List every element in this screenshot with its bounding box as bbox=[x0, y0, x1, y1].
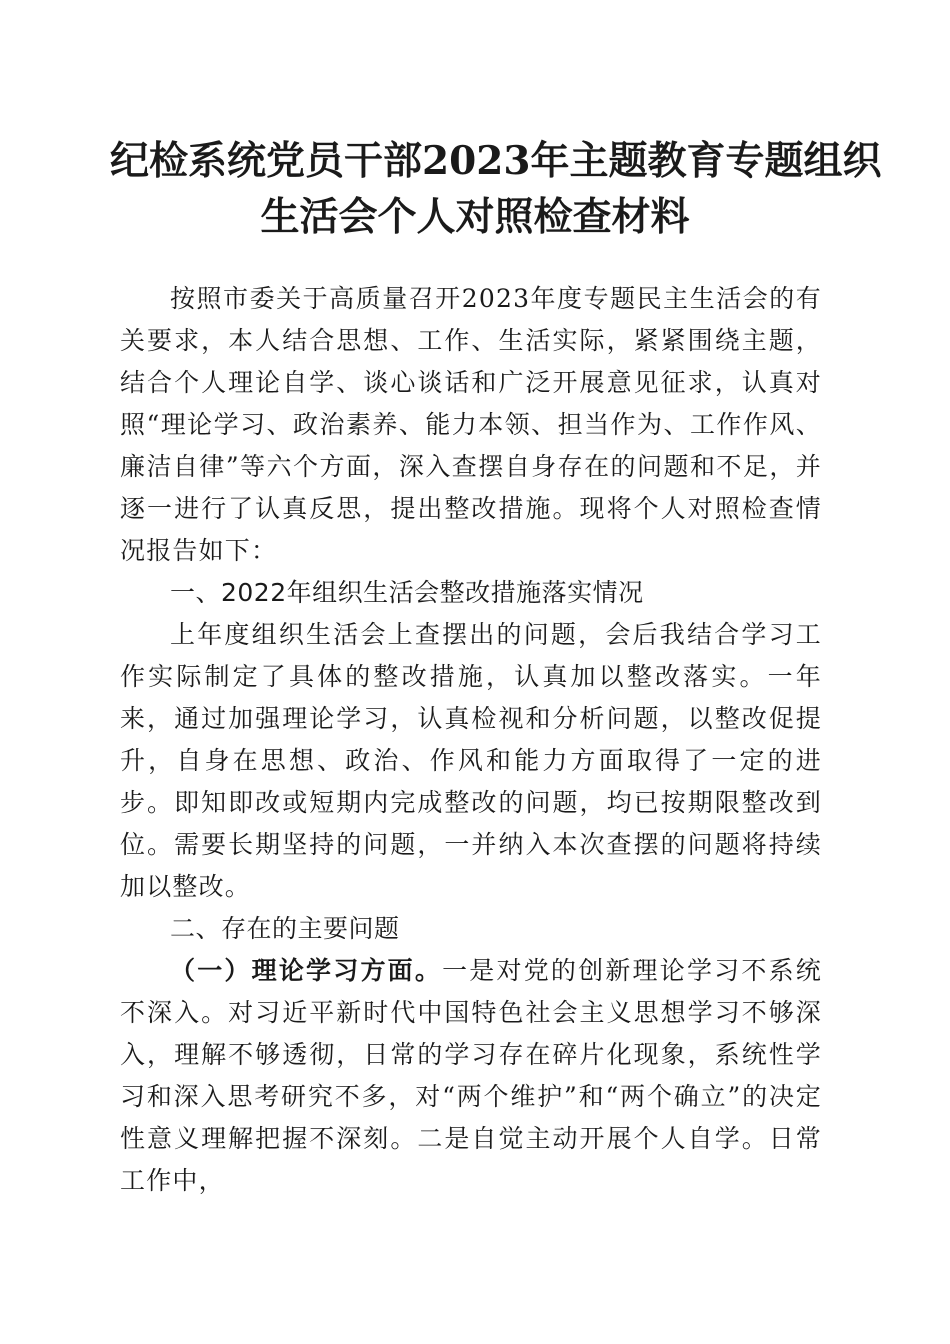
subsection-1-text: 一是对党的创新理论学习不系统不深入。对习近平新时代中国特色社会主义思想学习不够深入，理解不够透彻，日常的学习存在碎片化现象，系统性学习和深入思考研究不多，对“两个维护”和“两个确立”的决定性意义理解把握不深刻。二是自觉主动开展个人自学。日常工作中， bbox=[120, 956, 822, 1195]
section-1-paragraph: 上年度组织生活会上查摆出的问题，会后我结合学习工作实际制定了具体的整改措施，认真加以整改落实。一年来，通过加强理论学习，认真检视和分析问题，以整改促提升，自身在思想、政治、作风和能力方面取得了一定的进步。即知即改或短期内完成整改的问题，均已按期限整改到位。需要长期坚持的问题，一并纳入本次查摆的问题将持续加以整改。 bbox=[120, 620, 822, 901]
subsection-1-lead: （一）理论学习方面。 bbox=[170, 956, 443, 985]
intro-paragraph: 按照市委关于高质量召开2023年度专题民主生活会的有关要求，本人结合思想、工作、生活实际，紧紧围绕主题，结合个人理论自学、谈心谈话和广泛开展意见征求，认真对照“理论学习、政治素养、能力本领、担当作为、工作作风、廉洁自律”等六个方面，深入查摆自身存在的问题和不足，并逐一进行了认真反思，提出整改措施。现将个人对照检查情况报告如下： bbox=[120, 284, 822, 565]
title-line-2: 生活会个人对照检查材料 bbox=[260, 194, 690, 240]
subsection-1-paragraph bbox=[120, 950, 822, 1202]
document-body bbox=[120, 278, 822, 1202]
title-line-1: 纪检系统党员干部2023年主题教育专题组织 bbox=[110, 138, 882, 184]
section-1-heading: 一、2022年组织生活会整改措施落实情况 bbox=[170, 578, 644, 607]
document-title bbox=[110, 133, 882, 245]
section-2-heading: 二、存在的主要问题 bbox=[170, 914, 400, 943]
